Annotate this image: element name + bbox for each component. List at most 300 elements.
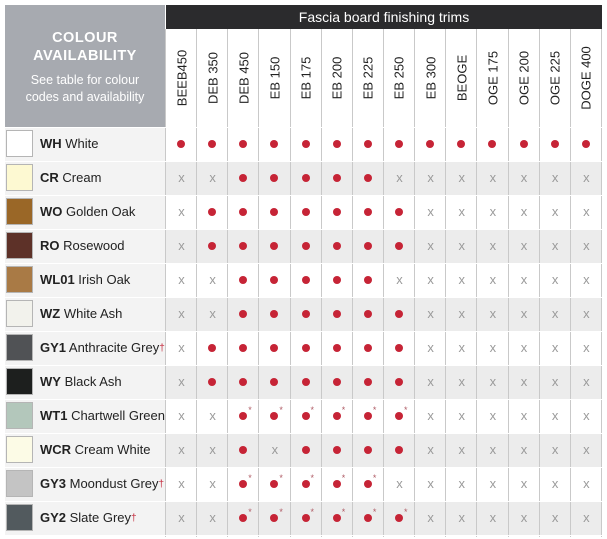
available-dot bbox=[333, 242, 341, 250]
column-header-label: OGE 200 bbox=[516, 50, 532, 106]
table-cell bbox=[509, 263, 540, 297]
unavailable-mark: x bbox=[178, 510, 185, 525]
column-header-label: DEB 450 bbox=[236, 51, 252, 105]
table-cell bbox=[259, 229, 290, 263]
available-dot bbox=[270, 344, 278, 352]
table-cell bbox=[477, 195, 508, 229]
colour-label bbox=[40, 161, 101, 195]
table-cell bbox=[322, 195, 353, 229]
available-dot bbox=[395, 208, 403, 216]
unavailable-mark: x bbox=[520, 374, 528, 389]
unavailable-mark: x bbox=[489, 340, 497, 355]
colour-label bbox=[40, 229, 125, 263]
unavailable-mark: x bbox=[427, 510, 434, 525]
table-cell bbox=[322, 501, 353, 535]
table-cell bbox=[197, 297, 228, 331]
asterisk-mark: * bbox=[310, 473, 315, 483]
unavailable-mark: x bbox=[520, 442, 528, 457]
unavailable-mark: x bbox=[489, 272, 497, 287]
unavailable-mark: x bbox=[583, 306, 590, 321]
table-cell bbox=[291, 161, 322, 195]
table-cell bbox=[540, 229, 571, 263]
unavailable-mark: x bbox=[458, 170, 465, 185]
column-header-label: OGE 225 bbox=[547, 50, 563, 106]
table-cell bbox=[228, 331, 259, 365]
unavailable-mark: x bbox=[551, 442, 559, 457]
unavailable-mark: x bbox=[427, 306, 434, 321]
available-dot bbox=[208, 378, 216, 386]
column-header-label: DOGE 400 bbox=[578, 46, 594, 110]
table-row bbox=[0, 297, 607, 331]
available-dot bbox=[457, 140, 465, 148]
unavailable-mark: x bbox=[209, 442, 216, 457]
table-cell bbox=[228, 399, 259, 433]
available-dot bbox=[239, 310, 247, 318]
table-row bbox=[0, 331, 607, 365]
row-divider bbox=[5, 263, 602, 264]
colour-code: WO bbox=[40, 204, 63, 219]
table-cell bbox=[322, 399, 353, 433]
table-cell bbox=[446, 365, 477, 399]
table-cell bbox=[384, 161, 415, 195]
unavailable-mark: x bbox=[520, 170, 528, 185]
column-divider bbox=[539, 29, 540, 537]
colour-code: WL01 bbox=[40, 272, 75, 287]
colour-availability-header bbox=[5, 5, 165, 127]
column-header bbox=[571, 29, 602, 127]
table-cell bbox=[353, 331, 384, 365]
unavailable-mark: x bbox=[583, 340, 590, 355]
table-cell bbox=[384, 229, 415, 263]
column-header-label: EB 175 bbox=[298, 56, 314, 100]
unavailable-mark: x bbox=[458, 408, 465, 423]
table-cell bbox=[571, 161, 602, 195]
colour-name: Cream bbox=[58, 170, 102, 185]
row-divider bbox=[5, 433, 602, 434]
available-dot bbox=[364, 480, 372, 488]
available-dot bbox=[239, 378, 247, 386]
colour-swatch bbox=[6, 130, 33, 157]
column-divider bbox=[508, 29, 509, 537]
available-dot bbox=[333, 140, 341, 148]
unavailable-mark: x bbox=[458, 476, 465, 491]
table-row bbox=[0, 161, 607, 195]
table-cell bbox=[353, 127, 384, 161]
column-header-label: OGE 175 bbox=[485, 50, 501, 106]
unavailable-mark: x bbox=[178, 272, 185, 287]
available-dot bbox=[270, 242, 278, 250]
colour-name: Cream White bbox=[71, 442, 151, 457]
available-dot bbox=[333, 378, 341, 386]
table-cell bbox=[197, 263, 228, 297]
table-cell bbox=[259, 331, 290, 365]
available-dot bbox=[270, 310, 278, 318]
colour-label bbox=[40, 501, 137, 535]
table-cell bbox=[228, 127, 259, 161]
table-cell bbox=[166, 467, 197, 501]
table-cell bbox=[353, 501, 384, 535]
colour-code: WCR bbox=[40, 442, 72, 457]
unavailable-mark: x bbox=[427, 170, 434, 185]
table-cell bbox=[477, 161, 508, 195]
available-dot bbox=[270, 208, 278, 216]
available-dot bbox=[302, 378, 310, 386]
table-cell bbox=[353, 467, 384, 501]
unavailable-mark: x bbox=[551, 204, 559, 219]
table-cell bbox=[291, 195, 322, 229]
column-divider bbox=[290, 29, 291, 537]
unavailable-mark: x bbox=[396, 476, 403, 491]
unavailable-mark: x bbox=[396, 170, 403, 185]
row-divider bbox=[5, 399, 602, 400]
table-cell bbox=[291, 229, 322, 263]
table-cell bbox=[477, 399, 508, 433]
table-cell bbox=[509, 127, 540, 161]
colour-name: Rosewood bbox=[59, 238, 125, 253]
available-dot bbox=[364, 276, 372, 284]
unavailable-mark: x bbox=[458, 272, 465, 287]
available-dot bbox=[364, 140, 372, 148]
table-cell bbox=[446, 331, 477, 365]
unavailable-mark: x bbox=[520, 306, 528, 321]
table-cell bbox=[446, 127, 477, 161]
available-dot bbox=[302, 446, 310, 454]
table-cell bbox=[291, 365, 322, 399]
colour-name: Golden Oak bbox=[62, 204, 136, 219]
column-header bbox=[446, 29, 477, 127]
column-divider bbox=[227, 29, 228, 537]
unavailable-mark: x bbox=[551, 238, 559, 253]
column-header bbox=[353, 29, 384, 127]
colour-swatch bbox=[6, 232, 33, 259]
table-cell bbox=[446, 229, 477, 263]
table-cell bbox=[571, 229, 602, 263]
unavailable-mark: x bbox=[489, 442, 497, 457]
dagger-mark: † bbox=[158, 479, 165, 490]
asterisk-mark: * bbox=[310, 405, 315, 415]
unavailable-mark: x bbox=[209, 306, 216, 321]
colour-label bbox=[40, 433, 151, 467]
table-cell bbox=[322, 229, 353, 263]
table-cell bbox=[197, 161, 228, 195]
row-divider bbox=[5, 467, 602, 468]
table-cell bbox=[415, 467, 446, 501]
unavailable-mark: x bbox=[458, 442, 465, 457]
colour-code: WH bbox=[40, 136, 62, 151]
table-cell bbox=[509, 501, 540, 535]
table-cell bbox=[166, 195, 197, 229]
table-cell bbox=[477, 433, 508, 467]
table-cell bbox=[415, 161, 446, 195]
available-dot bbox=[364, 310, 372, 318]
unavailable-mark: x bbox=[489, 170, 497, 185]
table-cell bbox=[477, 501, 508, 535]
table-cell bbox=[322, 263, 353, 297]
asterisk-mark: * bbox=[403, 507, 408, 517]
available-dot bbox=[333, 344, 341, 352]
table-cell bbox=[353, 433, 384, 467]
colour-label bbox=[40, 297, 122, 331]
unavailable-mark: x bbox=[178, 204, 185, 219]
available-dot bbox=[270, 412, 278, 420]
table-cell bbox=[291, 331, 322, 365]
table-cell bbox=[509, 161, 540, 195]
unavailable-mark: x bbox=[489, 306, 497, 321]
table-cell bbox=[259, 297, 290, 331]
available-dot bbox=[270, 378, 278, 386]
table-cell bbox=[259, 365, 290, 399]
table-cell bbox=[197, 501, 228, 535]
column-divider bbox=[383, 29, 384, 537]
colour-name: Anthracite Grey bbox=[66, 340, 160, 355]
unavailable-mark: x bbox=[520, 272, 528, 287]
colour-code: CR bbox=[40, 170, 59, 185]
table-cell bbox=[540, 161, 571, 195]
colour-name: Slate Grey bbox=[66, 510, 132, 525]
asterisk-mark: * bbox=[403, 405, 408, 415]
table-cell bbox=[228, 433, 259, 467]
table-cell bbox=[197, 467, 228, 501]
table-cell bbox=[571, 195, 602, 229]
table-cell bbox=[166, 399, 197, 433]
table-cell bbox=[571, 399, 602, 433]
table-cell bbox=[571, 467, 602, 501]
table-cell bbox=[166, 229, 197, 263]
column-divider bbox=[165, 29, 166, 537]
column-header-label: EB 225 bbox=[360, 56, 376, 100]
table-cell bbox=[509, 195, 540, 229]
table-row bbox=[0, 433, 607, 467]
table-cell bbox=[477, 365, 508, 399]
unavailable-mark: x bbox=[427, 442, 434, 457]
column-header bbox=[322, 29, 353, 127]
column-header bbox=[384, 29, 415, 127]
colour-swatch bbox=[6, 504, 33, 531]
column-header bbox=[197, 29, 228, 127]
colour-name: White Ash bbox=[60, 306, 123, 321]
unavailable-mark: x bbox=[583, 510, 590, 525]
available-dot bbox=[239, 514, 247, 522]
available-dot bbox=[270, 140, 278, 148]
available-dot bbox=[239, 140, 247, 148]
table-cell bbox=[477, 467, 508, 501]
column-header-label: BEOGE bbox=[454, 54, 470, 102]
table-row bbox=[0, 195, 607, 229]
available-dot bbox=[302, 208, 310, 216]
asterisk-mark: * bbox=[341, 405, 346, 415]
unavailable-mark: x bbox=[489, 238, 497, 253]
asterisk-mark: * bbox=[279, 473, 283, 483]
available-dot bbox=[208, 242, 216, 250]
unavailable-mark: x bbox=[520, 238, 528, 253]
available-dot bbox=[395, 378, 403, 386]
dagger-mark: † bbox=[159, 343, 165, 354]
column-header bbox=[509, 29, 540, 127]
table-cell bbox=[228, 195, 259, 229]
colour-label bbox=[40, 467, 164, 501]
table-row bbox=[0, 263, 607, 297]
available-dot bbox=[208, 140, 216, 148]
table-cell bbox=[166, 263, 197, 297]
colour-swatch bbox=[6, 436, 33, 463]
colour-code: GY1 bbox=[40, 340, 67, 355]
column-header-label: EB 250 bbox=[391, 56, 407, 100]
table-cell bbox=[197, 331, 228, 365]
available-dot bbox=[270, 480, 278, 488]
table-cell bbox=[509, 433, 540, 467]
available-dot bbox=[582, 140, 590, 148]
unavailable-mark: x bbox=[489, 476, 497, 491]
table-cell bbox=[291, 501, 322, 535]
table-cell bbox=[415, 365, 446, 399]
available-dot bbox=[333, 514, 341, 522]
table-cell bbox=[415, 399, 446, 433]
unavailable-mark: x bbox=[178, 238, 185, 253]
available-dot bbox=[520, 140, 528, 148]
unavailable-mark: x bbox=[520, 340, 528, 355]
colour-label bbox=[40, 263, 130, 297]
unavailable-mark: x bbox=[396, 272, 403, 287]
unavailable-mark: x bbox=[551, 374, 559, 389]
available-dot bbox=[302, 174, 310, 182]
available-dot bbox=[395, 514, 403, 522]
unavailable-mark: x bbox=[178, 442, 185, 457]
available-dot bbox=[302, 344, 310, 352]
header-subtitle: See table for colour codes and availability bbox=[25, 73, 145, 104]
table-cell bbox=[384, 263, 415, 297]
asterisk-mark: * bbox=[372, 405, 377, 415]
table-cell bbox=[415, 433, 446, 467]
available-dot bbox=[333, 174, 341, 182]
table-cell bbox=[353, 161, 384, 195]
unavailable-mark: x bbox=[427, 238, 434, 253]
available-dot bbox=[364, 208, 372, 216]
table-cell bbox=[509, 297, 540, 331]
table-cell bbox=[166, 297, 197, 331]
table-cell bbox=[166, 365, 197, 399]
column-divider bbox=[414, 29, 415, 537]
available-dot bbox=[333, 310, 341, 318]
available-dot bbox=[395, 310, 403, 318]
table-cell bbox=[540, 263, 571, 297]
available-dot bbox=[239, 446, 247, 454]
unavailable-mark: x bbox=[583, 408, 590, 423]
asterisk-mark: * bbox=[248, 405, 252, 415]
table-cell bbox=[228, 297, 259, 331]
column-header-label: BEEB450 bbox=[174, 49, 189, 107]
table-cell bbox=[228, 501, 259, 535]
table-cell bbox=[384, 467, 415, 501]
available-dot bbox=[239, 242, 247, 250]
unavailable-mark: x bbox=[209, 510, 216, 525]
table-cell bbox=[197, 433, 228, 467]
available-dot bbox=[395, 140, 403, 148]
available-dot bbox=[364, 378, 372, 386]
column-divider bbox=[196, 29, 197, 537]
available-dot bbox=[239, 208, 247, 216]
table-cell bbox=[353, 297, 384, 331]
unavailable-mark: x bbox=[551, 510, 559, 525]
unavailable-mark: x bbox=[583, 442, 590, 457]
available-dot bbox=[239, 276, 247, 284]
asterisk-mark: * bbox=[248, 473, 252, 483]
table-cell bbox=[384, 331, 415, 365]
colour-swatch bbox=[6, 266, 33, 293]
unavailable-mark: x bbox=[178, 170, 185, 185]
table-cell bbox=[571, 365, 602, 399]
table-cell bbox=[384, 297, 415, 331]
available-dot bbox=[333, 446, 341, 454]
table-row bbox=[0, 467, 607, 501]
available-dot bbox=[395, 446, 403, 454]
table-cell bbox=[446, 399, 477, 433]
table-cell bbox=[166, 127, 197, 161]
unavailable-mark: x bbox=[458, 340, 465, 355]
available-dot bbox=[551, 140, 559, 148]
asterisk-mark: * bbox=[248, 507, 252, 517]
available-dot bbox=[239, 174, 247, 182]
table-cell bbox=[353, 399, 384, 433]
column-header-label: EB 300 bbox=[423, 56, 439, 100]
unavailable-mark: x bbox=[489, 510, 497, 525]
available-dot bbox=[364, 412, 372, 420]
table-cell bbox=[259, 433, 290, 467]
colour-label bbox=[40, 365, 122, 399]
table-cell bbox=[259, 127, 290, 161]
table-cell bbox=[446, 501, 477, 535]
table-cell bbox=[291, 127, 322, 161]
available-dot bbox=[488, 140, 496, 148]
table-cell bbox=[509, 399, 540, 433]
unavailable-mark: x bbox=[583, 170, 590, 185]
table-cell bbox=[571, 127, 602, 161]
table-row bbox=[0, 365, 607, 399]
unavailable-mark: x bbox=[583, 374, 590, 389]
table-cell bbox=[415, 331, 446, 365]
table-cell bbox=[353, 229, 384, 263]
unavailable-mark: x bbox=[427, 272, 434, 287]
table-cell bbox=[322, 433, 353, 467]
table-cell bbox=[322, 331, 353, 365]
table-cell bbox=[477, 297, 508, 331]
table-cell bbox=[291, 297, 322, 331]
table-cell bbox=[540, 467, 571, 501]
column-divider bbox=[476, 29, 477, 537]
column-divider bbox=[570, 29, 571, 537]
available-dot bbox=[395, 242, 403, 250]
column-header-label: EB 200 bbox=[329, 56, 345, 100]
table-cell bbox=[384, 399, 415, 433]
table-cell bbox=[166, 433, 197, 467]
table-cell bbox=[197, 127, 228, 161]
unavailable-mark: x bbox=[427, 340, 434, 355]
dagger-mark: † bbox=[131, 513, 137, 524]
asterisk-mark: * bbox=[341, 473, 346, 483]
column-divider bbox=[258, 29, 259, 537]
table-cell bbox=[228, 365, 259, 399]
colour-swatch bbox=[6, 402, 33, 429]
table-cell bbox=[540, 127, 571, 161]
table-cell bbox=[322, 127, 353, 161]
table-cell bbox=[446, 161, 477, 195]
colour-label bbox=[40, 127, 99, 161]
unavailable-mark: x bbox=[583, 204, 590, 219]
unavailable-mark: x bbox=[427, 476, 434, 491]
table-cell bbox=[415, 501, 446, 535]
unavailable-mark: x bbox=[520, 510, 528, 525]
table-cell bbox=[166, 331, 197, 365]
table-cell bbox=[509, 331, 540, 365]
